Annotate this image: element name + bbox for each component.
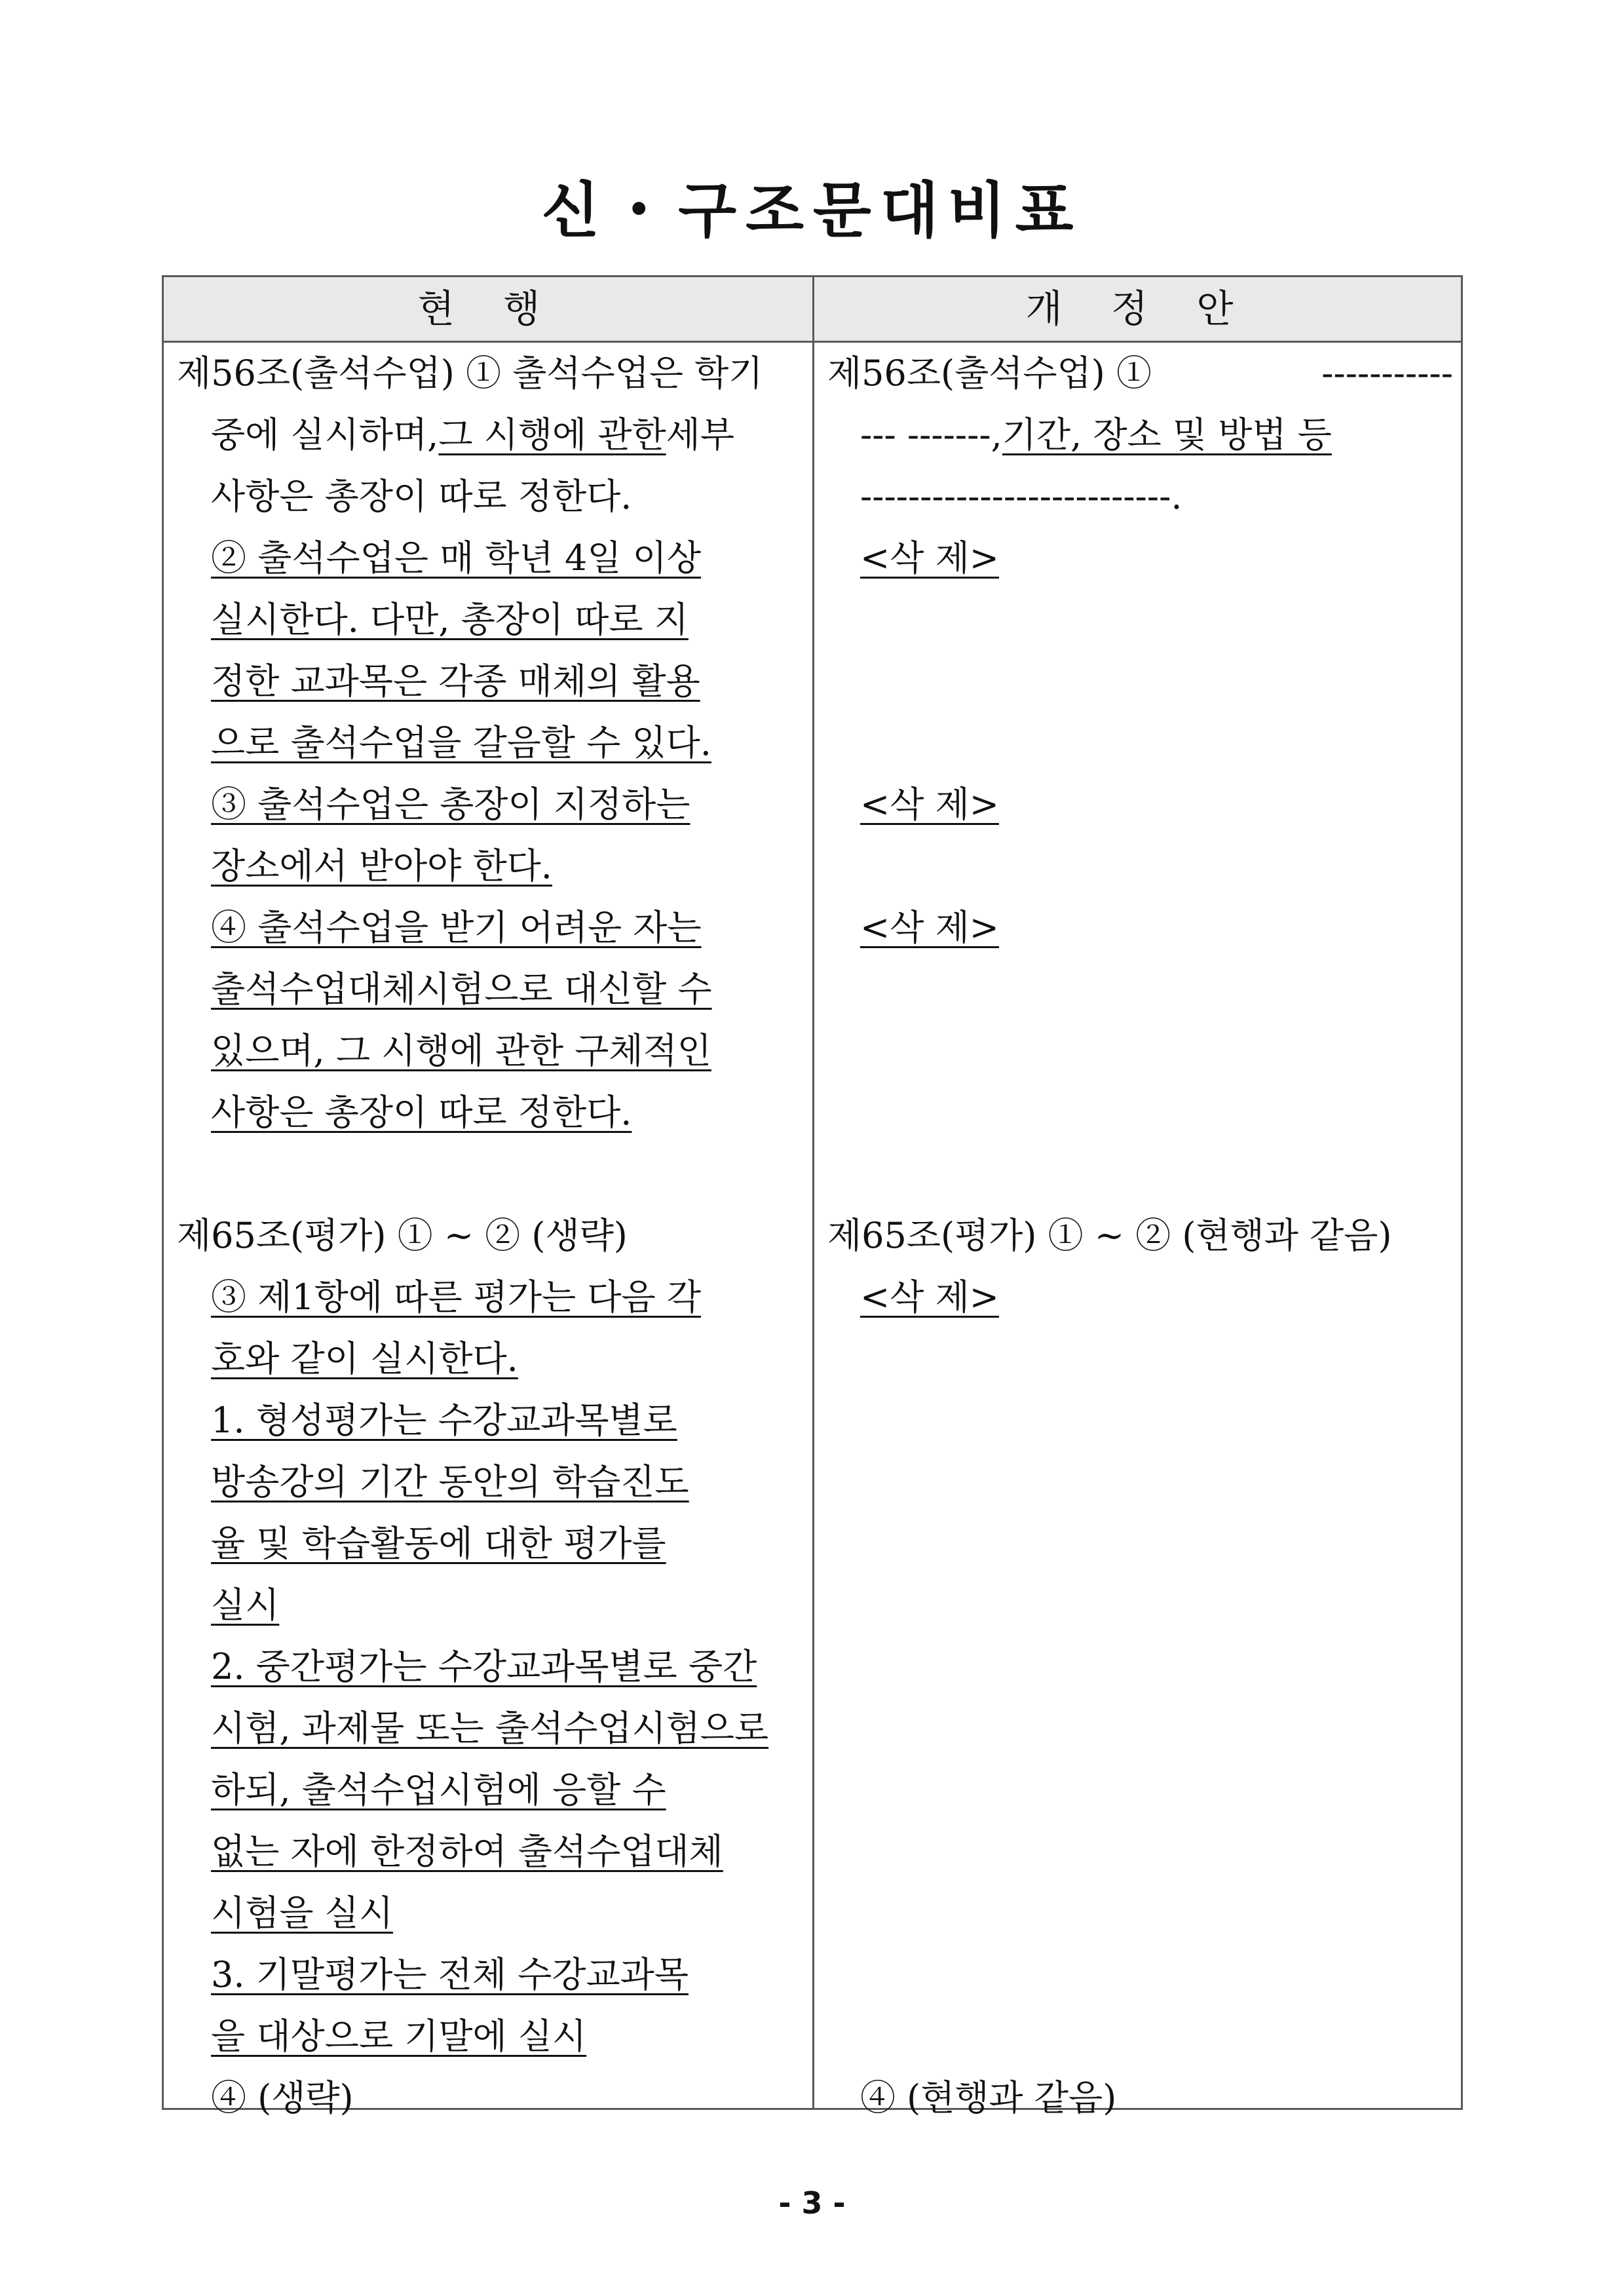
deleted-paragraph-line: ③ 출석수업은 총장이 지정하는 xyxy=(211,784,690,825)
deleted-paragraph-line: 2. 중간평가는 수강교과목별로 중간 xyxy=(211,1646,757,1687)
deleted-paragraph-line: 정한 교과목은 각종 매체의 활용 xyxy=(211,660,700,702)
deleted-paragraph-line xyxy=(177,2006,806,2067)
article-65-heading: 제65조(평가) ① ~ ② (생략) xyxy=(177,1215,628,1256)
current-column xyxy=(177,343,806,2129)
revised-56-line xyxy=(827,404,1453,466)
paragraph-4-line: ④ (생략) xyxy=(211,2077,354,2118)
deleted-paragraph-line: 하되, 출석수업시험에 응할 수 xyxy=(211,1769,666,1810)
deleted-paragraph-line xyxy=(177,1575,806,1636)
deleted-marker xyxy=(827,1267,1453,1328)
deleted-paragraph-line xyxy=(177,835,806,897)
underlined-text: 시험을 실시 xyxy=(211,1892,393,1934)
revised-column xyxy=(827,343,1453,2129)
page-number: - 3 - xyxy=(778,2185,846,2221)
underlined-text: 장소에서 받아야 한다. xyxy=(211,845,552,887)
deleted-label: <삭 제> xyxy=(860,907,999,948)
underlined-text: 그 시행에 관한 xyxy=(438,414,666,455)
deleted-marker xyxy=(827,527,1453,589)
deleted-paragraph-line: 출석수업대체시험으로 대신할 수 xyxy=(211,968,712,1010)
comparison-table xyxy=(162,275,1463,2118)
deleted-paragraph-line: 1. 형성평가는 수강교과목별로 xyxy=(211,1400,677,1441)
text-segment: 제56조(출석수업) ① xyxy=(827,353,1152,394)
revised-56-line: --------------------------. xyxy=(860,476,1182,517)
revised-56-heading xyxy=(827,343,1453,404)
deleted-label: <삭 제> xyxy=(860,784,999,825)
unchanged-dashes: --- -------, xyxy=(860,414,1002,455)
deleted-paragraph-line xyxy=(177,1883,806,1944)
deleted-paragraph-line: 실시한다. 다만, 총장이 따로 지 xyxy=(211,599,689,640)
column-divider xyxy=(812,277,814,2108)
text-segment: 중에 실시하며, xyxy=(211,414,439,455)
revised-65-heading: 제65조(평가) ① ~ ② (현행과 같음) xyxy=(827,1215,1392,1256)
underlined-text: 호와 같이 실시한다. xyxy=(211,1338,518,1379)
deleted-paragraph-line: ③ 제1항에 따른 평가는 다음 각 xyxy=(211,1276,701,1318)
deleted-paragraph-line: 없는 자에 한정하여 출석수업대체 xyxy=(211,1831,723,1872)
article-56-line: 사항은 총장이 따로 정한다. xyxy=(211,476,632,517)
unchanged-dashes: ----------- xyxy=(1321,353,1453,394)
spacer xyxy=(177,1143,806,1205)
deleted-paragraph-line: 있으며, 그 시행에 관한 구체적인 xyxy=(211,1030,711,1071)
inserted-text: 기간, 장소 및 방법 등 xyxy=(1002,414,1332,455)
article-56-line xyxy=(177,404,806,466)
header-revised: 개 정 안 xyxy=(1025,286,1252,331)
deleted-paragraph-line: 3. 기말평가는 전체 수강교과목 xyxy=(211,1954,689,1995)
deleted-label: <삭 제> xyxy=(860,537,999,579)
deleted-paragraph-line: 방송강의 기간 동안의 학습진도 xyxy=(211,1461,689,1502)
deleted-marker xyxy=(827,897,1453,959)
deleted-paragraph-line: 율 및 학습활동에 대한 평가를 xyxy=(211,1523,666,1564)
underlined-text: 사항은 총장이 따로 정한다. xyxy=(211,1092,632,1133)
deleted-paragraph-line xyxy=(177,1082,806,1143)
deleted-marker xyxy=(827,774,1453,835)
underlined-text: 을 대상으로 기말에 실시 xyxy=(211,2016,587,2057)
deleted-label: <삭 제> xyxy=(860,1276,999,1318)
deleted-paragraph-line: ② 출석수업은 매 학년 4일 이상 xyxy=(211,537,701,579)
page-title: 신・구조문대비표 xyxy=(541,175,1083,246)
deleted-paragraph-line: 시험, 과제물 또는 출석수업시험으로 xyxy=(211,1708,769,1749)
paragraph-4-line: ④ (현행과 같음) xyxy=(860,2077,1117,2118)
deleted-paragraph-line: 으로 출석수업을 갈음할 수 있다. xyxy=(211,722,711,763)
text-segment: 세부 xyxy=(666,414,734,455)
underlined-text: 실시 xyxy=(211,1584,280,1626)
deleted-paragraph-line: ④ 출석수업을 받기 어려운 자는 xyxy=(211,907,702,948)
header-current: 현 행 xyxy=(417,286,559,331)
deleted-paragraph-line xyxy=(177,1328,806,1390)
article-56-heading: 제56조(출석수업) ① 출석수업은 학기 xyxy=(177,353,763,394)
